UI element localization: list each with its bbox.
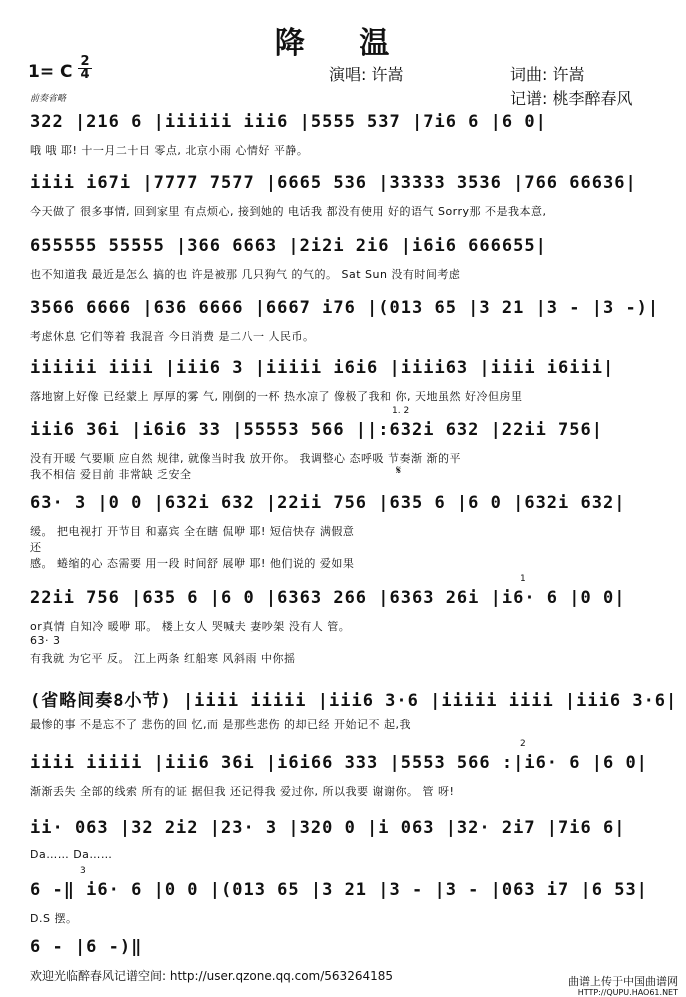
composer-credit: 词曲: 许嵩: [510, 65, 585, 84]
notation-line: (省略间奏8小节) |iiii iiiii |iii6 3·6 |iiiii iiii |iii6 3·6|: [30, 691, 678, 711]
key-signature: 1= C: [28, 62, 73, 82]
lyric-line: or真情 自知冷 暖咿 耶。 楼上女人 哭喊夫 妻吵架 没有人 管。: [30, 620, 351, 633]
lyric-line: 没有开暖 气要顺 应自然 规律, 就像当时我 放开你。 我调整心 态呼吸 节奏渐 渐的平: [30, 452, 461, 465]
lyric-line: 我不相信 爱目前 非常缺 乏安全: [30, 468, 192, 481]
intro-omitted-note: 前奏省略: [30, 94, 67, 104]
notation-line: 6 - |6 -)‖: [30, 937, 143, 957]
time-signature: [78, 56, 92, 81]
volta-mark: 2: [520, 739, 526, 749]
notation-line: iiiiii iiii |iii6 3 |iiiii i6i6 |iiii63 |iiii i6iii|: [30, 358, 615, 378]
slur-decoration: [30, 292, 650, 299]
notation-line: 655555 55555 |366 6663 |2i2i 2i6 |i6i6 666655|: [30, 236, 547, 256]
slur-decoration: [30, 230, 650, 237]
lyric-line: Da…… Da……: [30, 848, 113, 861]
lyric-line: D.S 摆。: [30, 912, 78, 925]
notation-line: iii6 36i |i6i6 33 |55553 566 ||:632i 632 |22ii 756|: [30, 420, 603, 440]
lyric-line: 也不知道我 最近是怎么 搞的也 许是被那 几只狗气 的气的。 Sat Sun 没有时间考虑: [30, 268, 461, 281]
notation-line: iiii iiiii |iii6 36i |i6i66 333 |5553 566 :|i6· 6 |6 0|: [30, 753, 648, 773]
slur-decoration: [30, 106, 650, 113]
slur-decoration: [30, 747, 650, 754]
notation-line: ii· 063 |32 2i2 |23· 3 |320 0 |i 063 |32· 2i7 |7i6 6|: [30, 818, 626, 838]
volta-mark: 3: [80, 866, 86, 876]
lyric-line: 落地窗上好像 已经蒙上 厚厚的雾 气, 刚倒的一杯 热水凉了 像极了我和 你, 天地虽然 好冷但房里: [30, 390, 523, 403]
slur-decoration: [30, 414, 650, 421]
lyric-line: 感。 蜷缩的心 态需要 用一段 时间舒 展咿 耶! 他们说的 爱如果: [30, 557, 355, 570]
slur-decoration: [30, 812, 650, 819]
notation-line: 6 -‖ i6· 6 |0 0 |(013 65 |3 21 |3 - |3 - |063 i7 |6 53|: [30, 880, 648, 900]
lyric-line: 还: [30, 541, 42, 554]
lyric-line: 考虑休息 它们等着 我混音 今日消费 是二八一 人民币。: [30, 330, 315, 343]
lyric-line: 63· 3: [30, 634, 61, 647]
slur-decoration: [30, 487, 650, 494]
footer-welcome: 欢迎光临醉春风记谱空间: http://user.qzone.qq.com/563264185: [30, 969, 394, 983]
footer-site-name: 曲谱上传于中国曲谱网: [568, 975, 678, 988]
transcriber-credit: 记谱: 桃李醉春风: [510, 89, 633, 108]
notation-line: 63· 3 |0 0 |632i 632 |22ii 756 |635 6 |6 0 |632i 632|: [30, 493, 626, 513]
singer-credit: 演唱: 许嵩: [329, 65, 404, 84]
volta-mark: 1. 2: [392, 406, 410, 416]
lyric-line: 缓。 把电视打 开节目 和嘉宾 全在瞎 侃咿 耶! 短信快存 满假意: [30, 525, 355, 538]
slur-decoration: [30, 874, 650, 881]
volta-mark: 1: [520, 574, 526, 584]
lyric-line: 有我就 为它平 反。 江上两条 红船寒 风斜雨 中你摇: [30, 652, 296, 665]
lyric-line: 最惨的事 不是忘不了 悲伤的回 忆,而 是那些悲伤 的却已经 开始记不 起,我: [30, 718, 411, 731]
notation-line: 3566 6666 |636 6666 |6667 i76 |(013 65 |3 21 |3 - |3 -)|: [30, 298, 660, 318]
slur-decoration: [30, 931, 650, 938]
segno-sign: 𝄋: [396, 463, 402, 477]
slur-decoration: [30, 680, 650, 687]
time-signature-bottom: 4: [78, 68, 92, 81]
notation-line: iiii i67i |7777 7577 |6665 536 |33333 3536 |766 66636|: [30, 173, 637, 193]
slur-decoration: [30, 582, 650, 589]
lyric-line: 今天做了 很多事情, 回到家里 有点烦心, 接到她的 电话我 都没有使用 好的语气 Sorry那 不是我本意,: [30, 205, 547, 218]
notation-line: 22ii 756 |635 6 |6 0 |6363 266 |6363 26i |i6· 6 |0 0|: [30, 588, 626, 608]
time-signature-top: 2: [80, 54, 90, 69]
slur-decoration: [30, 167, 650, 174]
song-title: 降 温: [274, 26, 412, 61]
slur-decoration: [30, 352, 650, 359]
lyric-line: 渐渐丢失 全部的线索 所有的证 据但我 还记得我 爱过你, 所以我要 谢谢你。 管 呀!: [30, 785, 455, 798]
lyric-line: 哦 哦 耶! 十一月二十日 零点, 北京小雨 心情好 平静。: [30, 144, 309, 157]
footer-site-url: HTTP://QUPU.HAO61.NET: [577, 988, 678, 997]
notation-line: 322 |216 6 |iiiiii iii6 |5555 537 |7i6 6 |6 0|: [30, 112, 547, 132]
